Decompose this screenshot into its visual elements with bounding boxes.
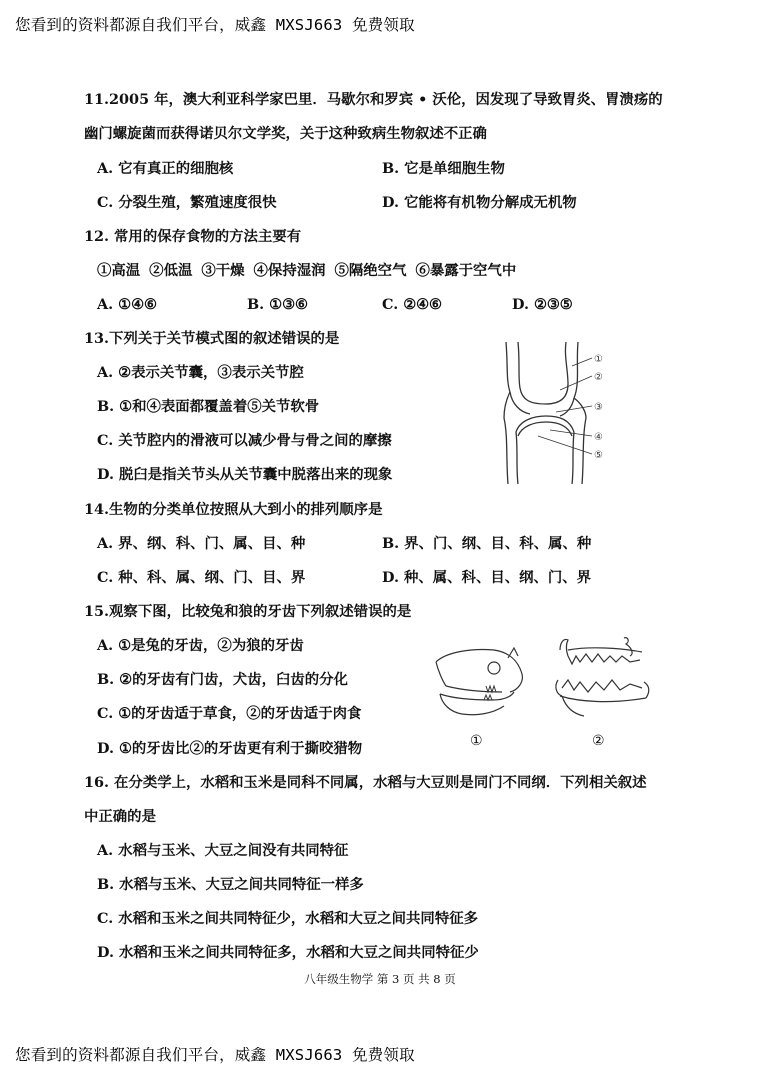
q14-option-a: A. 界、纲、科、门、属、目、种 (97, 535, 306, 552)
joint-label-5: ⑤ (594, 450, 603, 461)
q14-option-b: B. 界、门、纲、目、科、属、种 (382, 535, 592, 552)
q13-option-a: A. ②表示关节囊，③表示关节腔 (97, 364, 304, 381)
q15-option-a: A. ①是兔的牙齿，②为狼的牙齿 (97, 637, 304, 654)
q16-stem-line-2: 中正确的是 (84, 808, 156, 825)
top-banner: 您看到的资料都源自我们平台，威鑫 MXSJ663 免费领取 (15, 16, 415, 34)
q16-option-d: D. 水稻和玉米之间共同特征多，水稻和大豆之间共同特征少 (97, 944, 479, 961)
teeth-label-1: ① (470, 733, 483, 749)
q11-stem-line-2: 幽门螺旋菌而获得诺贝尔文学奖，关于这种致病生物叙述不正确 (84, 125, 487, 142)
wolf-teeth-figure (550, 634, 660, 724)
q16-option-a: A. 水稻与玉米、大豆之间没有共同特征 (97, 842, 349, 859)
q12-option-c: C. ②④⑥ (382, 296, 442, 313)
q12-option-d: D. ②③⑤ (512, 296, 573, 313)
joint-diagram (490, 340, 620, 486)
q12-option-a: A. ①④⑥ (97, 296, 157, 313)
q14-option-d: D. 种、属、科、目、纲、门、界 (382, 569, 592, 586)
joint-label-1: ① (594, 354, 603, 365)
q11-option-b: B. 它是单细胞生物 (382, 160, 505, 177)
bottom-banner: 您看到的资料都源自我们平台，威鑫 MXSJ663 免费领取 (15, 1046, 415, 1064)
rabbit-skull-figure (432, 640, 528, 720)
q14-stem: 14.生物的分类单位按照从大到小的排列顺序是 (84, 501, 383, 518)
q13-option-d: D. 脱臼是指关节头从关节囊中脱落出来的现象 (97, 466, 393, 483)
q12-option-b: B. ①③⑥ (247, 296, 308, 313)
q12-stem: 12. 常用的保存食物的方法主要有 (84, 228, 302, 245)
joint-label-3: ③ (594, 402, 603, 413)
q15-option-c: C. ①的牙齿适于草食，②的牙齿适于肉食 (97, 705, 362, 722)
q12-items: ①高温 ②低温 ③干燥 ④保持湿润 ⑤隔绝空气 ⑥暴露于空气中 (97, 262, 517, 279)
teeth-label-2: ② (592, 733, 605, 749)
q15-option-d: D. ①的牙齿比②的牙齿更有利于撕咬猎物 (97, 740, 363, 757)
q11-stem-line-1: 11.2005 年，澳大利亚科学家巴里．马歇尔和罗宾 • 沃伦，因发现了导致胃炎、胃溃疡的 (84, 91, 663, 108)
q14-option-c: C. 种、科、属、纲、门、目、界 (97, 569, 306, 586)
q11-option-a: A. 它有真正的细胞核 (97, 160, 234, 177)
q13-option-c: C. 关节腔内的滑液可以减少骨与骨之间的摩擦 (97, 432, 392, 449)
q11-option-c: C. 分裂生殖，繁殖速度很快 (97, 194, 277, 211)
q15-stem: 15.观察下图，比较兔和狼的牙齿下列叙述错误的是 (84, 603, 412, 620)
joint-label-2: ② (594, 372, 603, 383)
q15-option-b: B. ②的牙齿有门齿，犬齿，臼齿的分化 (97, 671, 348, 688)
q13-option-b: B. ①和④表面都覆盖着⑤关节软骨 (97, 398, 320, 415)
q16-option-b: B. 水稻与玉米、大豆之间共同特征一样多 (97, 876, 364, 893)
joint-label-4: ④ (594, 432, 603, 443)
q16-stem-line-1: 16. 在分类学上，水稻和玉米是同科不同属，水稻与大豆则是同门不同纲．下列相关叙述 (84, 774, 647, 791)
q11-option-d: D. 它能将有机物分解成无机物 (382, 194, 577, 211)
page-footer: 八年级生物学 第 3 页 共 8 页 (304, 972, 456, 986)
q16-option-c: C. 水稻和玉米之间共同特征少，水稻和大豆之间共同特征多 (97, 910, 478, 927)
q13-stem: 13.下列关于关节模式图的叙述错误的是 (84, 330, 340, 347)
